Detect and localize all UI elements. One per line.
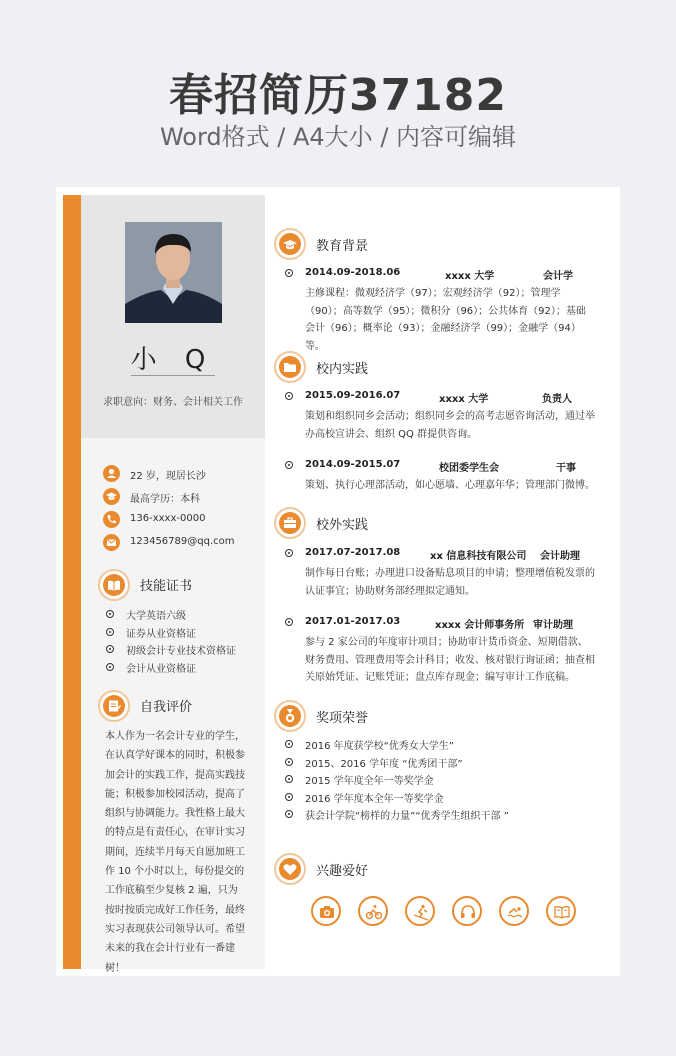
reading-icon [546, 896, 576, 926]
list-item: 2016 学年度本全年一等奖学金 [285, 790, 595, 808]
campus-entry: 2014.09-2015.07 校团委学生会 干事 策划、执行心理部活动，如心愿墙、心理嘉年华；管理部门微博。 [285, 457, 595, 495]
external-title: 校外实践 [316, 518, 369, 533]
page-title: 春招简历37182 [168, 70, 508, 121]
education-title: 教育背景 [316, 239, 369, 254]
graduation-cap-icon [103, 488, 120, 505]
profile-photo [125, 222, 222, 323]
self-eval-text: 本人作为一名会计专业的学生，在认真学好课本的同时，积极参加会计的实践工作，提高实践技能；积极参加校园活动，提高了组织与协调能力。我性格上最大的特点是有责任心，在审计实习期间，连续半月每天自愿加班工作 10 个小时以上，每份提交的工作底稿至少复核 2 遍，只为按时按质完成好工作任务，最终实习表现获公司领导认可。希望未来的我在会计行业有一番建树！ [105, 731, 245, 974]
contact-education: 最高学历：本科 [103, 488, 263, 506]
list-item: 2016 年度获学校“优秀女大学生” [285, 737, 595, 755]
skills-section-header [98, 569, 258, 603]
swimming-icon [499, 896, 529, 926]
user-icon [103, 465, 120, 482]
medal-icon [274, 700, 306, 732]
hobbies-section-header [274, 853, 614, 887]
list-item: 初级会计专业技术资格证 [106, 642, 261, 660]
external-entry: 2017.01-2017.03 xxxx 会计师事务所 审计助理 参与 2 家公司的年度审计项目；协助审计货币资金、短期借款、财务费用、管理费用等会计科目；收发、核对银行询证函；抽查相关原始凭证、记账凭证；盘点库存现金；编写审计工作底稿。 [285, 614, 595, 687]
skiing-icon [405, 896, 435, 926]
skills-title: 技能证书 [140, 579, 193, 594]
contact-email: 123456789@qq.com [103, 534, 263, 552]
award-list [285, 737, 595, 825]
list-item: 会计从业资格证 [106, 660, 261, 678]
list-item: 2015 学年度全年一等奖学金 [285, 772, 595, 790]
music-icon [452, 896, 482, 926]
external-section-header [274, 507, 614, 541]
hobbies-title: 兴趣爱好 [316, 864, 369, 879]
page-subtitle: Word格式 / A4大小 / 内容可编辑 [159, 123, 517, 151]
contact-age: 22 岁，现居长沙 [103, 465, 263, 483]
name-underline [131, 375, 215, 376]
education-entry: 2014.09-2018.06 xxxx 大学 会计学 主修课程：微观经济学（97）；宏观经济学（92）；管理学（90）；高等数学（95）；微积分（96）；公共体育（92）；基础会计（96）；概率论（93）；金融经济学（99）；金融学（94）等。 [285, 265, 595, 355]
email-icon [103, 534, 120, 551]
contact-phone: 136-xxxx-0000 [103, 511, 263, 529]
campus-entry: 2015.09-2016.07 xxxx 大学 负责人 策划和组织同乡会活动；组织同乡会的高考志愿咨询活动，通过举办高校宣讲会、组织 QQ 群提供咨询。 [285, 388, 595, 443]
campus-title: 校内实践 [316, 362, 369, 377]
awards-title: 奖项荣誉 [316, 711, 369, 726]
candidate-name: 小 Q [130, 345, 216, 375]
list-item: 证券从业资格证 [106, 625, 261, 643]
cert-list [106, 607, 261, 677]
resume-page [56, 187, 620, 976]
accent-bar [63, 195, 81, 969]
education-section-header [274, 228, 614, 262]
external-entry: 2017.07-2017.08 xx 信息科技有限公司 会计助理 制作每日台账；办理进口设备贴息项目的申请；整理增值税发票的认证事宜；协助财务部经理拟定通知。 [285, 545, 595, 600]
document-edit-icon [98, 690, 130, 722]
hobby-icons [311, 896, 591, 930]
self-eval-section-header [98, 690, 258, 724]
graduation-cap-icon [274, 228, 306, 260]
folder-icon [274, 351, 306, 383]
cycling-icon [358, 896, 388, 926]
list-item: 获会计学院“榜样的力量”“优秀学生组织干部 ” [285, 807, 595, 825]
campus-section-header [274, 351, 614, 385]
briefcase-icon [274, 507, 306, 539]
self-eval-title: 自我评价 [140, 700, 193, 715]
phone-icon [103, 511, 120, 528]
list-item: 2015、2016 学年度 “优秀团干部” [285, 755, 595, 773]
awards-section-header [274, 700, 614, 734]
list-item: 大学英语六级 [106, 607, 261, 625]
book-icon [98, 569, 130, 601]
camera-icon [311, 896, 341, 926]
job-intention: 求职意向：财务、会计相关工作 [103, 397, 243, 408]
heart-icon [274, 853, 306, 885]
